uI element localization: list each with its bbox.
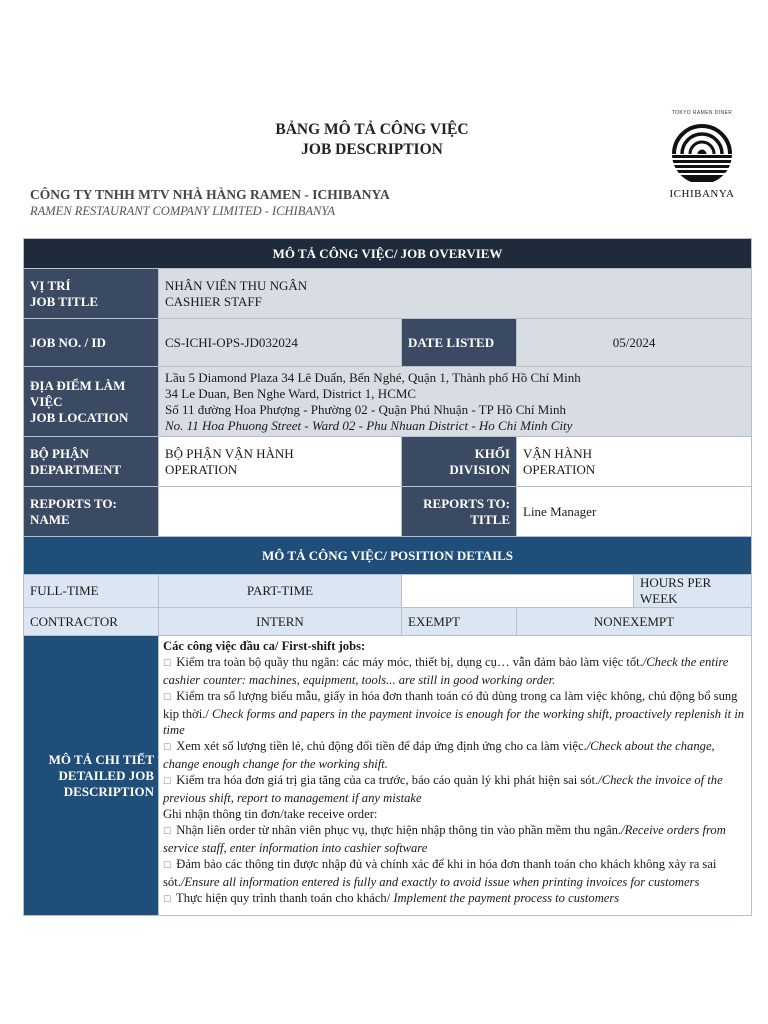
part-time-option: PART-TIME [159,575,402,608]
company-name-en: RAMEN RESTAURANT COMPANY LIMITED - ICHIBANYA [30,204,336,218]
checkbox-icon: ☐ [163,827,172,837]
logo-brand: ICHIBANYA [669,188,735,200]
duty-vn: Kiểm tra số lượng biểu mẫu, giấy in hóa đơn thanh toán có đủ dùng trong ca làm việc không, chủ động bổ sung kịp thời./ [163,689,738,721]
hours-per-week-label: HOURS PER WEEK [634,575,752,608]
reports-to-name-label [24,487,159,537]
duty-vn: Đảm bảo các thông tin được nhập đủ và chính xác để khi in hóa đơn thanh toán cho khách không xảy ra sai sót. [163,857,717,889]
title-en: JOB DESCRIPTION [301,141,443,158]
department-label-vn: BỘ PHẬN [30,445,89,461]
title-vn: BẢNG MÔ TẢ CÔNG VIỆC [275,121,469,138]
duty-en: Implement the payment process to customers [390,891,620,905]
duty-vn: Nhận liên order từ nhân viên phục vụ, thực hiện nhập thông tin vào phần mềm thu ngân. [176,823,622,837]
duty-vn: Kiểm tra hóa đơn giá trị gia tăng của ca trước, báo cáo quản lý khi phát hiện sai sót. [176,773,599,787]
location-line-1: Lầu 5 Diamond Plaza 34 Lê Duẩn, Bến Nghé, Quận 1, Thành phố Hồ Chí Minh [165,369,581,385]
logo-tagline: TOKYO RAMEN DINER [671,110,733,116]
job-title-value [159,269,752,319]
duty-item [163,772,745,806]
division-label-en: DIVISION [449,461,510,477]
detailed-label-en-1: DETAILED JOB [58,767,154,783]
duty-vn: Xem xét số lượng tiền lẻ, chủ động đổi tiền để đáp ứng định ứng cho ca làm việc. [176,739,587,753]
job-title-en: CASHIER STAFF [165,293,262,309]
division-en: OPERATION [523,461,596,477]
duty-item [163,890,745,908]
reports-to-name-label-2: NAME [30,511,70,527]
division-label [402,437,517,487]
department-vn: BỘ PHẬN VẬN HÀNH [165,445,294,461]
duty-item [163,822,745,856]
checkbox-icon: ☐ [163,659,172,669]
contractor-option: CONTRACTOR [24,608,159,636]
date-listed-value: 05/2024 [517,319,752,367]
department-label [24,437,159,487]
nonexempt-option: NONEXEMPT [517,608,752,636]
duty-item [163,654,745,688]
job-description-table [23,238,752,916]
detailed-description-label [24,636,159,916]
checkbox-icon: ☐ [163,743,172,753]
reports-to-name-value [159,487,402,537]
position-header: MÔ TẢ CÔNG VIỆC/ POSITION DETAILS [24,537,752,575]
ichibanya-logo [660,110,744,200]
department-en: OPERATION [165,461,238,477]
duty-item [163,688,745,738]
date-listed-label: DATE LISTED [402,319,517,367]
first-shift-heading: Các công việc đầu ca/ First-shift jobs: [163,639,366,653]
duty-en: /Receive orders from service staff, enter information into cashier software [163,823,726,855]
full-time-option: FULL-TIME [24,575,159,608]
detailed-label-en-2: DESCRIPTION [63,783,154,799]
job-title-label [24,269,159,319]
job-no-value: CS-ICHI-OPS-JD032024 [159,319,402,367]
job-title-label-vn: VỊ TRÍ [30,277,71,293]
receive-order-heading: Ghi nhận thông tin đơn/take receive order: [163,807,378,821]
duty-vn: Thực hiện quy trình thanh toán cho khách/ [176,891,391,905]
company-name [30,186,390,219]
reports-to-title-label-1: REPORTS TO: [423,495,510,511]
job-location-label-en: JOB LOCATION [30,409,129,425]
checkbox-icon: ☐ [163,861,172,871]
location-line-2: 34 Le Duan, Ben Nghe Ward, District 1, HCMC [165,385,417,401]
duty-item [163,856,745,890]
checkbox-icon: ☐ [163,777,172,787]
job-title-vn: NHÂN VIÊN THU NGÂN [165,277,308,293]
reports-to-name-label-1: REPORTS TO: [30,495,117,511]
duty-en: /Check about the change, change enough change for the working shift. [163,739,715,771]
company-name-vn: CÔNG TY TNHH MTV NHÀ HÀNG RAMEN - ICHIBANYA [30,187,390,202]
job-location-value [159,367,752,437]
detailed-label-vn: MÔ TẢ CHI TIẾT [48,751,154,767]
duty-en: Check forms and papers in the payment invoice is enough for the working shift, proactively replenish it in time [163,707,745,737]
duty-item [163,738,745,772]
checkbox-icon: ☐ [163,693,172,703]
reports-to-title-label-2: TITLE [470,511,510,527]
checkbox-icon: ☐ [163,895,172,905]
document-title [0,120,744,160]
department-value [159,437,402,487]
hours-input-cell [402,575,634,608]
duty-vn: Kiểm tra toàn bộ quầy thu ngân: các máy móc, thiết bị, dụng cụ… vẫn đảm bảo làm việc tốt. [176,655,643,669]
division-value [517,437,752,487]
reports-to-title-label [402,487,517,537]
division-vn: VẬN HÀNH [523,445,592,461]
location-line-3: Số 11 đường Hoa Phượng - Phường 02 - Quận Phú Nhuận - TP Hồ Chí Minh [165,401,566,417]
overview-header: MÔ TẢ CÔNG VIỆC/ JOB OVERVIEW [24,239,752,269]
job-location-label-vn: ĐỊA ĐIỂM LÀM VIỆC [30,377,126,409]
location-line-4: No. 11 Hoa Phuong Street - Ward 02 - Phu Nhuan District - Ho Chi Minh City [165,417,573,433]
detailed-description [159,636,752,916]
duty-en: /Ensure all information entered is fully and exactly to avoid issue when printing invoices for customers [180,875,700,889]
department-label-en: DEPARTMENT [30,461,122,477]
division-label-vn: KHỐI [474,445,510,461]
job-title-label-en: JOB TITLE [30,293,99,309]
exempt-option: EXEMPT [402,608,517,636]
ramen-bowl-icon [670,124,734,182]
reports-to-title-value: Line Manager [517,487,752,537]
duty-en: /Check the entire cashier counter: machines, equipment, tools... are still in good working order. [163,655,729,687]
intern-option: INTERN [159,608,402,636]
job-location-label [24,367,159,437]
job-no-label: JOB NO. / ID [24,319,159,367]
duty-en: /Check the invoice of the previous shift, report to management if any mistake [163,773,723,805]
